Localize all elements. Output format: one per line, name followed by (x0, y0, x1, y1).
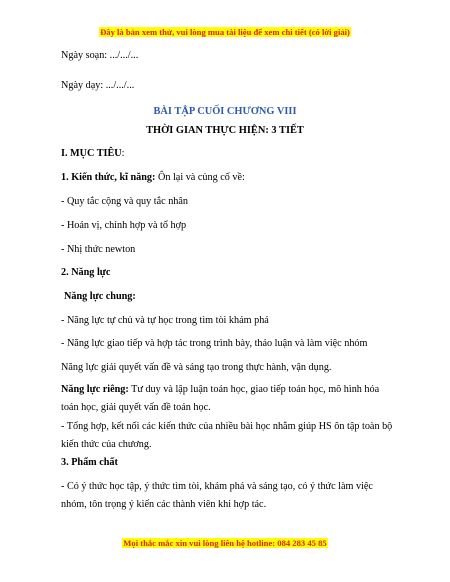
general-competence-item: - Năng lực tự chủ và tự học trong tìm tòi khám phá (61, 315, 269, 326)
knowledge-item: - Quy tắc cộng và quy tắc nhân (61, 196, 189, 207)
general-competence-label: Năng lực chung: (64, 291, 136, 302)
quality-text: - Có ý thức học tập, ý thức tìm tòi, khám phá và sáng tạo, có ý thức làm việc nhóm, tôn trọng ý kiến các thành viên khi hợp tác. (61, 481, 373, 510)
hotline-banner (0, 537, 450, 549)
knowledge-line (61, 171, 245, 185)
knowledge-item: - Nhị thức newton (61, 244, 136, 255)
objectives-heading-suffix: : (121, 148, 125, 159)
date-prepared: Ngày soạn: .../.../... (61, 50, 139, 61)
objectives-heading: I. MỤC TIÊU (61, 148, 122, 159)
specific-competence-label: Năng lực riêng: (61, 384, 129, 395)
general-competence-item: - Năng lực giao tiếp và hợp tác trong trình bày, thảo luận và làm việc nhóm (61, 338, 368, 349)
section-heading-objectives (61, 147, 125, 161)
specific-competence (61, 381, 395, 417)
competence-summary: - Tổng hợp, kết nối các kiến thức của nhiều bài học nhằm giúp HS ôn tập toàn bộ kiến thức của chương. (61, 421, 393, 450)
general-competence-item: Năng lực giải quyết vấn đề và sáng tạo trong thực hành, vận dụng. (61, 362, 332, 373)
knowledge-text: Ôn lại và củng cố về: (155, 172, 245, 183)
duration: THỜI GIAN THỰC HIỆN: 3 TIẾT (146, 125, 304, 136)
competence-heading: 2. Năng lực (61, 267, 111, 278)
knowledge-item: - Hoán vị, chỉnh hợp và tổ hợp (61, 220, 187, 231)
date-taught: Ngày dạy: .../.../... (61, 80, 135, 91)
hotline-banner-text: Mọi thắc mắc xin vui lòng liên hệ hotline: 084 283 45 85 (123, 538, 327, 548)
preview-banner (0, 26, 450, 38)
lesson-title: BÀI TẬP CUỐI CHƯƠNG VIII (153, 106, 297, 117)
specific-competence-text: Tư duy và lập luận toán học, giao tiếp toán học, mô hình hóa toán học, giải quyết vấn đề toán học. (61, 384, 380, 413)
preview-banner-text: Đây là bản xem thử, vui lòng mua tài liệu để xem chi tiết (có lời giải) (100, 27, 350, 37)
knowledge-label: 1. Kiến thức, kĩ năng: (61, 172, 156, 183)
quality-heading: 3. Phẩm chất (61, 457, 118, 468)
